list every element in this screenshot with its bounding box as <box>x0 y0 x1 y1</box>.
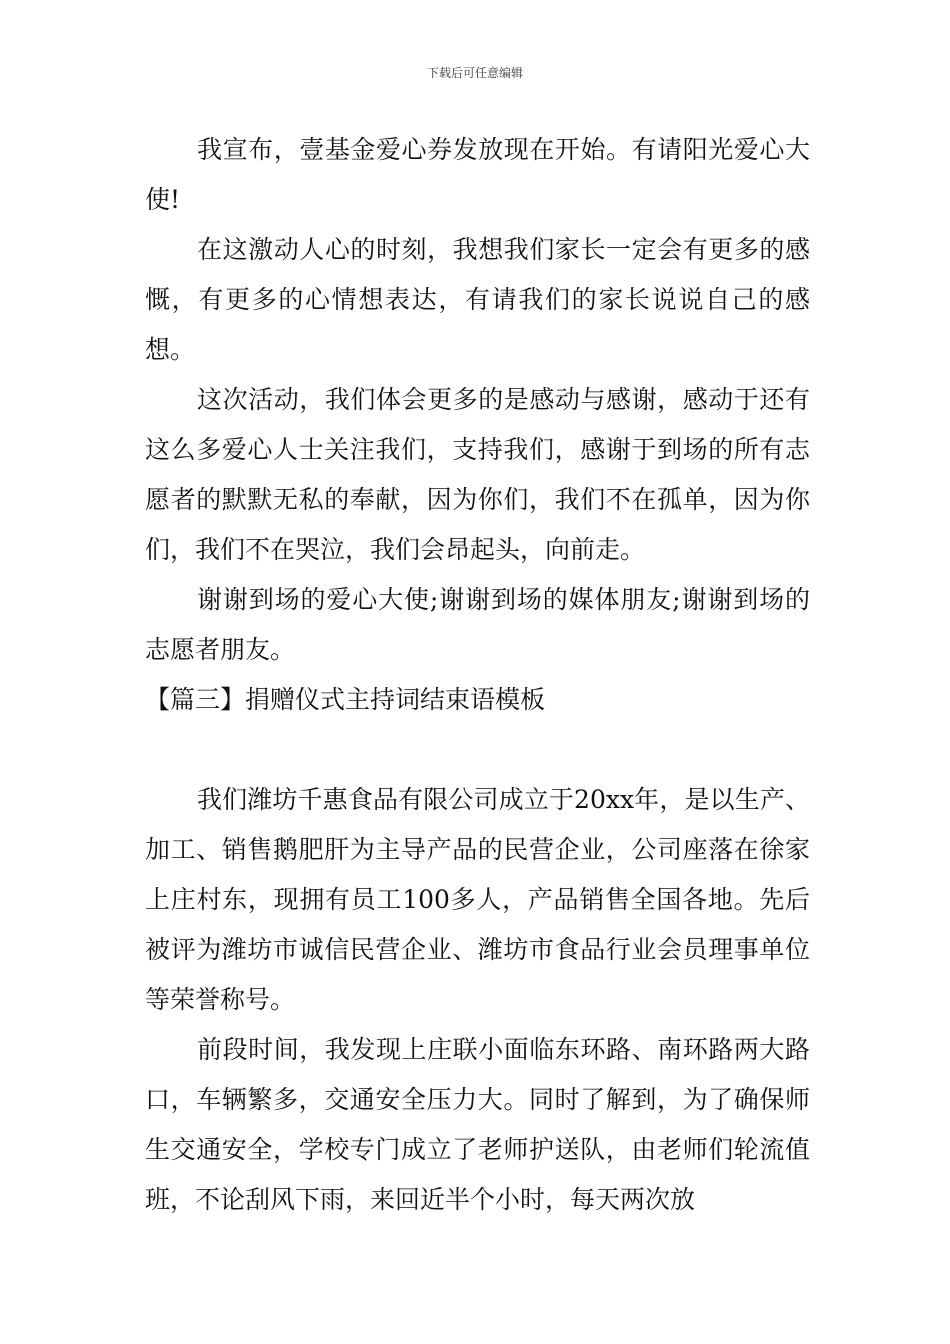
paragraph-company-intro: 我们潍坊千惠食品有限公司成立于20xx年，是以生产、加工、销售鹅肥肝为主导产品的民营企业，公司座落在徐家上庄村东，现拥有员工100多人，产品销售全国各地。先后被评为潍坊市诚信民营企业、潍坊市食品行业会员理事单位等荣誉称号。 <box>145 785 810 1014</box>
paragraph-gratitude: 这次活动，我们体会更多的是感动与感谢，感动于还有这么多爱心人士关注我们，支持我们，感谢于到场的所有志愿者的默默无私的奉献，因为你们，我们不在孤单，因为你们，我们不在哭泣，我们会昂起头，向前走。 <box>145 385 810 564</box>
section-heading: 【篇三】捐赠仪式主持词结束语模板 <box>145 685 546 714</box>
paragraph-parents-invite: 在这激动人心的时刻，我想我们家长一定会有更多的感慨，有更多的心情想表达，有请我们的家长说说自己的感想。 <box>145 235 810 364</box>
paragraph-announcement: 我宣布，壹基金爱心券发放现在开始。有请阳光爱心大使! <box>145 135 810 214</box>
blank-line <box>145 725 810 775</box>
document-body <box>145 125 810 1225</box>
page-header-note: 下载后可任意编辑 <box>426 66 523 80</box>
paragraph-thanks: 谢谢到场的爱心大使;谢谢到场的媒体朋友;谢谢到场的志愿者朋友。 <box>145 585 810 664</box>
paragraph-traffic-safety: 前段时间，我发现上庄联小面临东环路、南环路两大路口，车辆繁多，交通安全压力大。同时了解到，为了确保师生交通安全，学校专门成立了老师护送队，由老师们轮流值班，不论刮风下雨，来回近半个小时，每天两次放 <box>145 1035 810 1214</box>
